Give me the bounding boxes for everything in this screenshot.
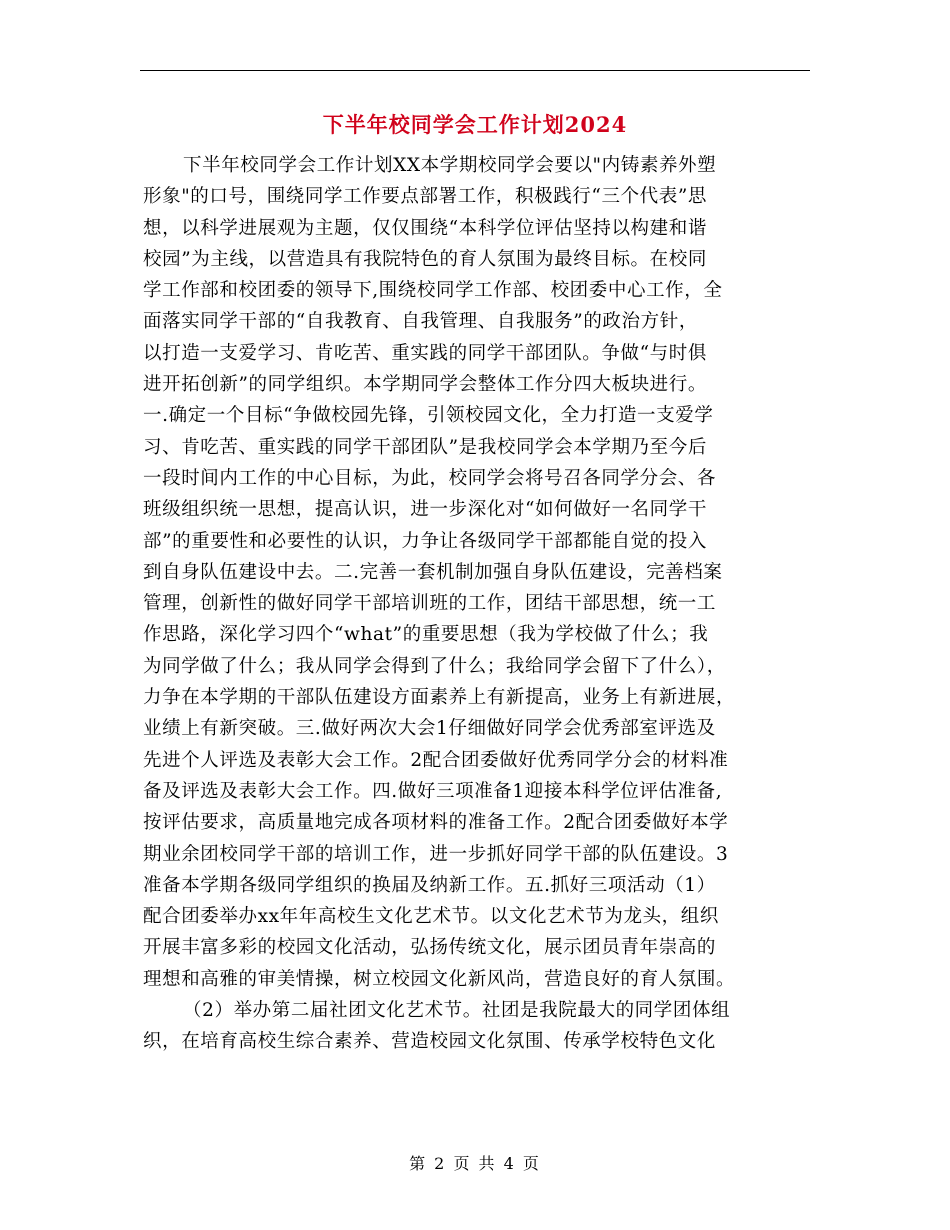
text-line: 习、肯吃苦、重实践的同学干部团队”是我校同学会本学期乃至今后 [143, 436, 707, 458]
text-line: 先进个人评选及表彰大会工作。2配合团委做好优秀同学分会的材料准 [143, 749, 729, 771]
text-line: 力争在本学期的干部队伍建设方面素养上有新提高，业务上有新进展， [143, 687, 736, 709]
text-line: 按评估要求，高质量地完成各项材料的准备工作。2配合团委做好本学 [143, 812, 729, 834]
document-title: 下半年校同学会工作计划2024 [322, 112, 628, 137]
text-line: 一.确定一个目标“争做校园先锋，引领校园文化，全力打造一支爱学 [143, 405, 714, 427]
text-line: 以打造一支爱学习、肯吃苦、重实践的同学干部团队。争做“与时俱 [143, 342, 707, 364]
text-line: 管理，创新性的做好同学干部培训班的工作，团结干部思想，统一工 [143, 593, 717, 615]
text-line: （2）举办第二届社团文化艺术节。社团是我院最大的同学团体组 [183, 1000, 731, 1022]
text-line: 理想和高雅的审美情操，树立校园文化新风尚，营造良好的育人氛围。 [143, 968, 736, 990]
text-line: 班级组织统一思想，提高认识，进一步深化对“如何做好一名同学干 [143, 499, 707, 521]
text-line: 想，以科学进展观为主题，仅仅围绕“本科学位评估坚持以构建和谐 [143, 217, 707, 239]
text-line: 一段时间内工作的中心目标，为此，校同学会将号召各同学分会、各 [143, 467, 717, 489]
text-line: 下半年校同学会工作计划XX本学期校同学会要以"内铸素养外塑 [183, 155, 717, 176]
text-line: 到自身队伍建设中去。二.完善一套机制加强自身队伍建设，完善档案 [143, 561, 723, 583]
text-line: 期业余团校同学干部的培训工作，进一步抓好同学干部的队伍建设。3 [143, 843, 729, 865]
text-line: 准备本学期各级同学组织的换届及纳新工作。五.抓好三项活动（1） [143, 874, 716, 896]
text-line: 为同学做了什么；我从同学会得到了什么；我给同学会留下了什么）， [143, 655, 726, 677]
text-line: 织，在培育高校生综合素养、营造校园文化氛围、传承学校特色文化 [143, 1031, 717, 1053]
text-line: 面落实同学干部的“自我教育、自我管理、自我服务”的政治方针， [143, 311, 698, 333]
page-footer: 第 2 页 共 4 页 [409, 1154, 541, 1173]
text-line: 校园”为主线，以营造具有我院特色的育人氛围为最终目标。在校同 [143, 248, 707, 270]
text-line: 配合团委举办xx年年高校生文化艺术节。以文化艺术节为龙头，组织 [143, 906, 719, 928]
body-text [143, 150, 813, 1058]
text-line: 开展丰富多彩的校园文化活动，弘扬传统文化，展示团员青年崇高的 [143, 937, 717, 959]
text-line: 进开拓创新”的同学组织。本学期同学会整体工作分四大板块进行。 [143, 374, 707, 396]
text-line: 备及评选及表彰大会工作。四.做好三项准备1迎接本科学位评估准备, [143, 780, 723, 802]
text-line: 作思路，深化学习四个“what”的重要思想（我为学校做了什么；我 [143, 624, 709, 646]
text-line: 部”的重要性和必要性的认识，力争让各级同学干部都能自觉的投入 [143, 530, 707, 552]
header-rule [140, 70, 810, 71]
text-line: 学工作部和校团委的领导下,围绕校同学工作部、校团委中心工作，全 [143, 280, 723, 302]
text-line: 业绩上有新突破。三.做好两次大会1仔细做好同学会优秀部室评选及 [143, 718, 716, 740]
text-line: 形象"的口号，围绕同学工作要点部署工作，积极践行“三个代表”思 [143, 186, 708, 208]
